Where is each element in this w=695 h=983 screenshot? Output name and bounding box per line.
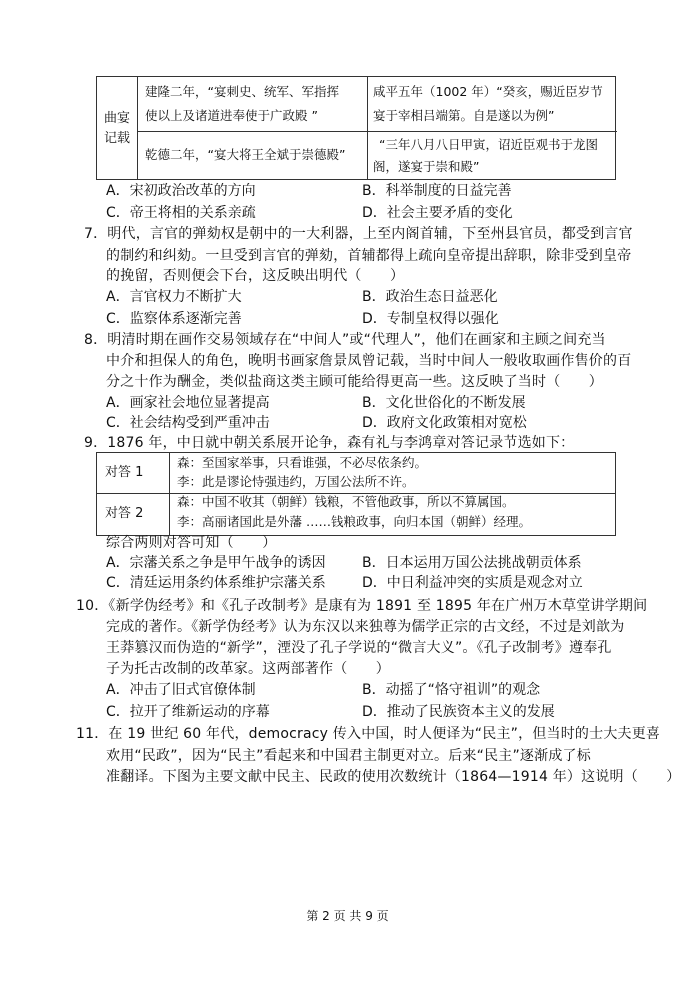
- q7-stem-line: 的制约和纠劾。一旦受到言官的弹劾，首辅都得上疏向皇帝提出辞职，除非受到皇帝: [106, 248, 632, 264]
- q6-option-d: D．社会主要矛盾的变化: [362, 205, 513, 221]
- table-cell: 咸平五年（1002 年）“癸亥，赐近臣岁节: [373, 84, 603, 99]
- q6-option-a: A．宋初政治改革的方向: [106, 183, 256, 199]
- q10-option-d: D．推动了民族资本主义的发展: [362, 704, 555, 720]
- banquet-record-table: [96, 76, 616, 180]
- table-divider: [169, 453, 170, 535]
- q10-stem-line: 10．《新学伪经考》和《孔子改制考》是康有为 1891 至 1895 年在广州万木草堂讲学期间: [76, 598, 648, 614]
- q11-stem-line: 欢用“民政”，因为“民主”看起来和中国君主制更对立。后来“民主”逐渐成了标: [106, 748, 591, 764]
- q9-option-a: A．宗藩关系之争是甲午战争的诱因: [106, 555, 326, 571]
- page-number: 第 2 页 共 9 页: [306, 909, 389, 923]
- table-cell: 乾德二年，“宴大将王全斌于崇德殿”: [145, 147, 346, 162]
- q7-option-c: C．监察体系逐渐完善: [106, 311, 242, 327]
- q6-option-c: C．帝王将相的关系亲疏: [106, 205, 256, 221]
- dialogue-table: [96, 452, 616, 536]
- dialogue-label: 对答 1: [105, 465, 144, 480]
- q8-stem-line: 分之十作为酬金，类似盐商这类主顾可能给得更高一些。这反映了当时（ ）: [106, 374, 603, 390]
- q8-option-b: B．文化世俗化的不断发展: [362, 395, 526, 411]
- q7-stem-line: 的挽留，否则便会下台，这反映出明代（ ）: [106, 268, 405, 284]
- table-divider: [367, 77, 368, 179]
- q6-option-b: B．科举制度的日益完善: [362, 183, 512, 199]
- table-cell: 森：中国不收其（朝鲜）钱粮，不管他政事，所以不算属国。: [177, 494, 515, 509]
- q11-stem-line: 11．在 19 世纪 60 年代，democracy 传入中国，时人便译为“民主”，但当时的士大夫更喜: [76, 726, 661, 742]
- q7-stem-line: 7．明代，言官的弹劾权是朝中的一大利器，上至内阁首辅，下至州县官员，都受到言官: [84, 226, 633, 242]
- q9-option-b: B．日本运用万国公法挑战朝贡体系: [362, 555, 582, 571]
- q11-stem-line: 准翻译。下图为主要文献中民主、民政的使用次数统计（1864—1914 年）这说明（ ）: [106, 769, 681, 785]
- q10-stem-line: 王莽篡汉而伪造的“新学”，湮没了孔子学说的“微言大义”。《孔子改制考》遵奉孔: [106, 640, 612, 656]
- q8-option-d: D．政府文化政策相对宽松: [362, 415, 527, 431]
- q10-stem-line: 完成的著作。《新学伪经考》认为东汉以来独尊为儒学正宗的古文经，不过是刘歆为: [106, 619, 625, 635]
- q10-option-b: B．动摇了“恪守祖训”的观念: [362, 682, 541, 698]
- q7-option-b: B．政治生态日益恶化: [362, 289, 498, 305]
- table-divider: [137, 77, 138, 179]
- q8-stem-line: 中介和担保人的角色，晚明书画家詹景凤曾记载，当时中间人一般收取画作售价的百: [106, 353, 632, 369]
- table-cell: 建隆二年，“宴刺史、统军、军指挥: [145, 84, 339, 99]
- q9-stem-line: 9．1876 年，中日就中朝关系展开论争，森有礼与李鸿章对答记录节选如下：: [84, 435, 575, 451]
- table-cell: “三年八月八日甲寅，诏近臣观书于龙图: [379, 137, 598, 152]
- q9-option-d: D．中日利益冲突的实质是观念对立: [362, 575, 583, 591]
- q8-option-c: C．社会结构受到严重冲击: [106, 415, 270, 431]
- table-cell: 李：此是谬论恃强违约，万国公法所不许。: [177, 474, 415, 489]
- q10-option-a: A．冲击了旧式官僚体制: [106, 682, 256, 698]
- q7-option-d: D．专制皇权得以强化: [362, 311, 499, 327]
- q8-option-a: A．画家社会地位显著提高: [106, 395, 270, 411]
- table-cell: 李：高丽诸国此是外藩 ……钱粮政事，向归本国（朝鲜）经理。: [177, 514, 531, 529]
- table-divider: [137, 131, 617, 132]
- dialogue-label: 对答 2: [105, 506, 144, 521]
- q9-stem-line: 综合两则对答可知（ ）: [106, 535, 277, 551]
- table-cell: 阁，遂宴于崇和殿”: [373, 159, 480, 174]
- table-cell: 宴于宰相吕端第。自是遂以为例”: [373, 108, 555, 123]
- q8-stem-line: 8．明清时期在画作交易领域存在“中间人”或“代理人”，他们在画家和主顾之间充当: [84, 332, 606, 348]
- q7-option-a: A．言官权力不断扩大: [106, 289, 242, 305]
- q10-stem-line: 子为托古改制的改革家。这两部著作（ ）: [106, 661, 390, 677]
- table-row-header: 曲宴记载: [103, 111, 130, 146]
- q9-option-c: C．清廷运用条约体系维护宗藩关系: [106, 575, 326, 591]
- table-cell: 使以上及诸道进奉使于广政殿 ”: [145, 108, 318, 123]
- q10-option-c: C．拉开了维新运动的序幕: [106, 704, 270, 720]
- table-cell: 森：至国家举事，只看谁强，不必尽依条约。: [177, 455, 428, 470]
